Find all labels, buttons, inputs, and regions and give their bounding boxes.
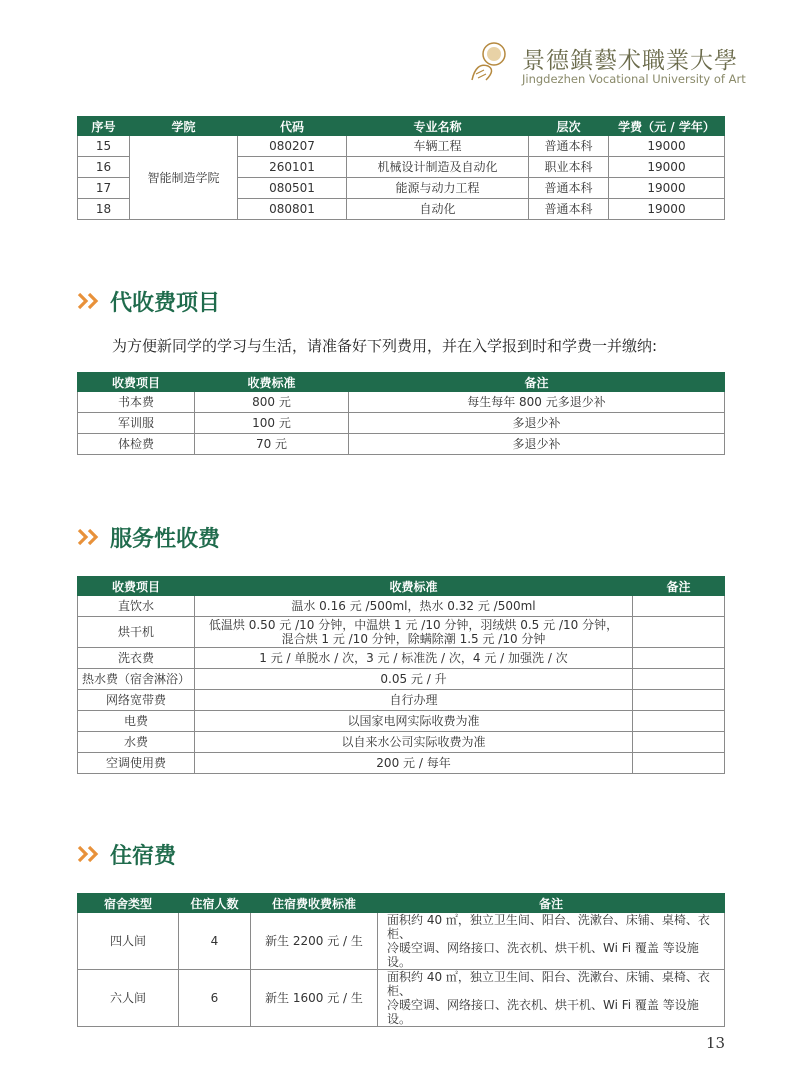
dorm-capacity: 6	[179, 970, 251, 1027]
table-header-row	[78, 577, 725, 596]
major-level: 普通本科	[529, 136, 609, 157]
double-chevron-right-icon	[77, 844, 101, 864]
dorm-note-line: 冷暖空调、网络接口、洗衣机、烘干机、Wi Fi 覆盖 等设施设。	[387, 998, 699, 1026]
university-seal-icon	[466, 40, 510, 84]
fee-standard: 0.05 元 / 升	[195, 669, 633, 690]
table-row	[78, 753, 725, 774]
fee-note: 每生每年 800 元多退少补	[349, 392, 725, 413]
fee-note	[633, 617, 725, 648]
major-level: 职业本科	[529, 157, 609, 178]
fee-standard: 200 元 / 每年	[195, 753, 633, 774]
dorm-type: 六人间	[78, 970, 179, 1027]
section-heading-collection-fees	[77, 286, 220, 316]
header-cell: 代码	[238, 117, 347, 136]
fee-note	[633, 690, 725, 711]
header-cell: 收费标准	[195, 577, 633, 596]
table-row	[78, 711, 725, 732]
fee-item: 空调使用费	[78, 753, 195, 774]
fee-standard: 以国家电网实际收费为准	[195, 711, 633, 732]
header-cell: 备注	[633, 577, 725, 596]
table-header-row	[78, 894, 725, 913]
fee-note	[633, 732, 725, 753]
fee-item: 书本费	[78, 392, 195, 413]
majors-table	[77, 116, 725, 220]
fee-note: 多退少补	[349, 434, 725, 455]
fee-note	[633, 711, 725, 732]
major-name: 机械设计制造及自动化	[347, 157, 529, 178]
fee-standard: 温水 0.16 元 /500ml，热水 0.32 元 /500ml	[195, 596, 633, 617]
major-name: 能源与动力工程	[347, 178, 529, 199]
dorm-note	[378, 970, 725, 1027]
fee-standard: 70 元	[195, 434, 349, 455]
university-name-zh: 景德鎮藝术職業大學	[522, 48, 738, 74]
dorm-capacity: 4	[179, 913, 251, 970]
dorm-fee: 新生 1600 元 / 生	[251, 970, 378, 1027]
header-cell: 层次	[529, 117, 609, 136]
fee-note	[633, 753, 725, 774]
section-heading-accommodation-fees	[77, 839, 176, 869]
section-intro-text: 为方便新同学的学习与生活，请准备好下列费用，并在入学报到时和学费一并缴纳:	[112, 337, 658, 355]
service-fees-table	[77, 576, 725, 774]
fee-item: 体检费	[78, 434, 195, 455]
table-row	[78, 732, 725, 753]
dorm-type: 四人间	[78, 913, 179, 970]
major-level: 普通本科	[529, 199, 609, 220]
major-name: 自动化	[347, 199, 529, 220]
row-number: 17	[78, 178, 130, 199]
major-code: 260101	[238, 157, 347, 178]
table-row	[78, 669, 725, 690]
header-cell: 序号	[78, 117, 130, 136]
row-number: 16	[78, 157, 130, 178]
table-row	[78, 648, 725, 669]
fee-standard	[195, 617, 633, 648]
section-title: 住宿费	[110, 843, 177, 869]
fee-standard: 1 元 / 单脱水 / 次，3 元 / 标准洗 / 次，4 元 / 加强洗 / 次	[195, 648, 633, 669]
header-cell: 备注	[349, 373, 725, 392]
header-cell: 学费（元 / 学年）	[609, 117, 725, 136]
table-row	[78, 617, 725, 648]
dorm-fee: 新生 2200 元 / 生	[251, 913, 378, 970]
double-chevron-right-icon	[77, 527, 101, 547]
header-cell: 收费项目	[78, 373, 195, 392]
fee-item: 洗衣费	[78, 648, 195, 669]
section-heading-service-fees	[77, 522, 220, 552]
header-cell: 住宿人数	[179, 894, 251, 913]
table-row	[78, 434, 725, 455]
table-row	[78, 690, 725, 711]
fee-note	[633, 648, 725, 669]
header-cell: 学院	[130, 117, 238, 136]
fee-note	[633, 669, 725, 690]
fee-item: 水费	[78, 732, 195, 753]
table-header-row	[78, 373, 725, 392]
tuition-fee: 19000	[609, 157, 725, 178]
tuition-fee: 19000	[609, 178, 725, 199]
header-cell: 专业名称	[347, 117, 529, 136]
major-level: 普通本科	[529, 178, 609, 199]
university-name-en: Jingdezhen Vocational University of Art	[522, 72, 746, 86]
table-row	[78, 596, 725, 617]
fee-item: 军训服	[78, 413, 195, 434]
dorm-note	[378, 913, 725, 970]
accommodation-fees-table	[77, 893, 725, 1027]
fee-standard-line: 混合烘 1 元 /10 分钟，除螨除潮 1.5 元 /10 分钟	[281, 632, 546, 646]
major-name: 车辆工程	[347, 136, 529, 157]
double-chevron-right-icon	[77, 291, 101, 311]
header-cell: 备注	[378, 894, 725, 913]
dorm-note-line: 面积约 40 ㎡，独立卫生间、阳台、洗漱台、床铺、桌椅、衣柜、	[387, 970, 710, 998]
collection-fees-table	[77, 372, 725, 455]
fee-standard: 以自来水公司实际收费为准	[195, 732, 633, 753]
university-logo	[466, 40, 746, 88]
page-number: 13	[706, 1034, 726, 1052]
section-title: 服务性收费	[110, 526, 221, 552]
major-code: 080501	[238, 178, 347, 199]
fee-item: 网络宽带费	[78, 690, 195, 711]
fee-standard: 自行办理	[195, 690, 633, 711]
table-row	[78, 136, 725, 157]
dorm-note-line: 冷暖空调、网络接口、洗衣机、烘干机、Wi Fi 覆盖 等设施设。	[387, 941, 699, 969]
section-title: 代收费项目	[110, 290, 221, 316]
table-row	[78, 392, 725, 413]
fee-item: 烘干机	[78, 617, 195, 648]
fee-item: 热水费（宿舍淋浴）	[78, 669, 195, 690]
header-cell: 收费项目	[78, 577, 195, 596]
header-cell: 住宿费收费标准	[251, 894, 378, 913]
fee-note	[633, 596, 725, 617]
row-number: 15	[78, 136, 130, 157]
fee-note: 多退少补	[349, 413, 725, 434]
header-cell: 收费标准	[195, 373, 349, 392]
major-code: 080801	[238, 199, 347, 220]
table-row	[78, 970, 725, 1027]
fee-standard: 800 元	[195, 392, 349, 413]
table-header-row	[78, 117, 725, 136]
fee-item: 电费	[78, 711, 195, 732]
tuition-fee: 19000	[609, 136, 725, 157]
major-code: 080207	[238, 136, 347, 157]
fee-standard-line: 低温烘 0.50 元 /10 分钟，中温烘 1 元 /10 分钟，羽绒烘 0.5 元 /10 分钟，	[208, 618, 619, 632]
dorm-note-line: 面积约 40 ㎡，独立卫生间、阳台、洗漱台、床铺、桌椅、衣柜、	[387, 913, 710, 941]
row-number: 18	[78, 199, 130, 220]
table-row	[78, 413, 725, 434]
college-name: 智能制造学院	[130, 136, 238, 220]
header-cell: 宿舍类型	[78, 894, 179, 913]
table-row	[78, 913, 725, 970]
fee-item: 直饮水	[78, 596, 195, 617]
fee-standard: 100 元	[195, 413, 349, 434]
tuition-fee: 19000	[609, 199, 725, 220]
